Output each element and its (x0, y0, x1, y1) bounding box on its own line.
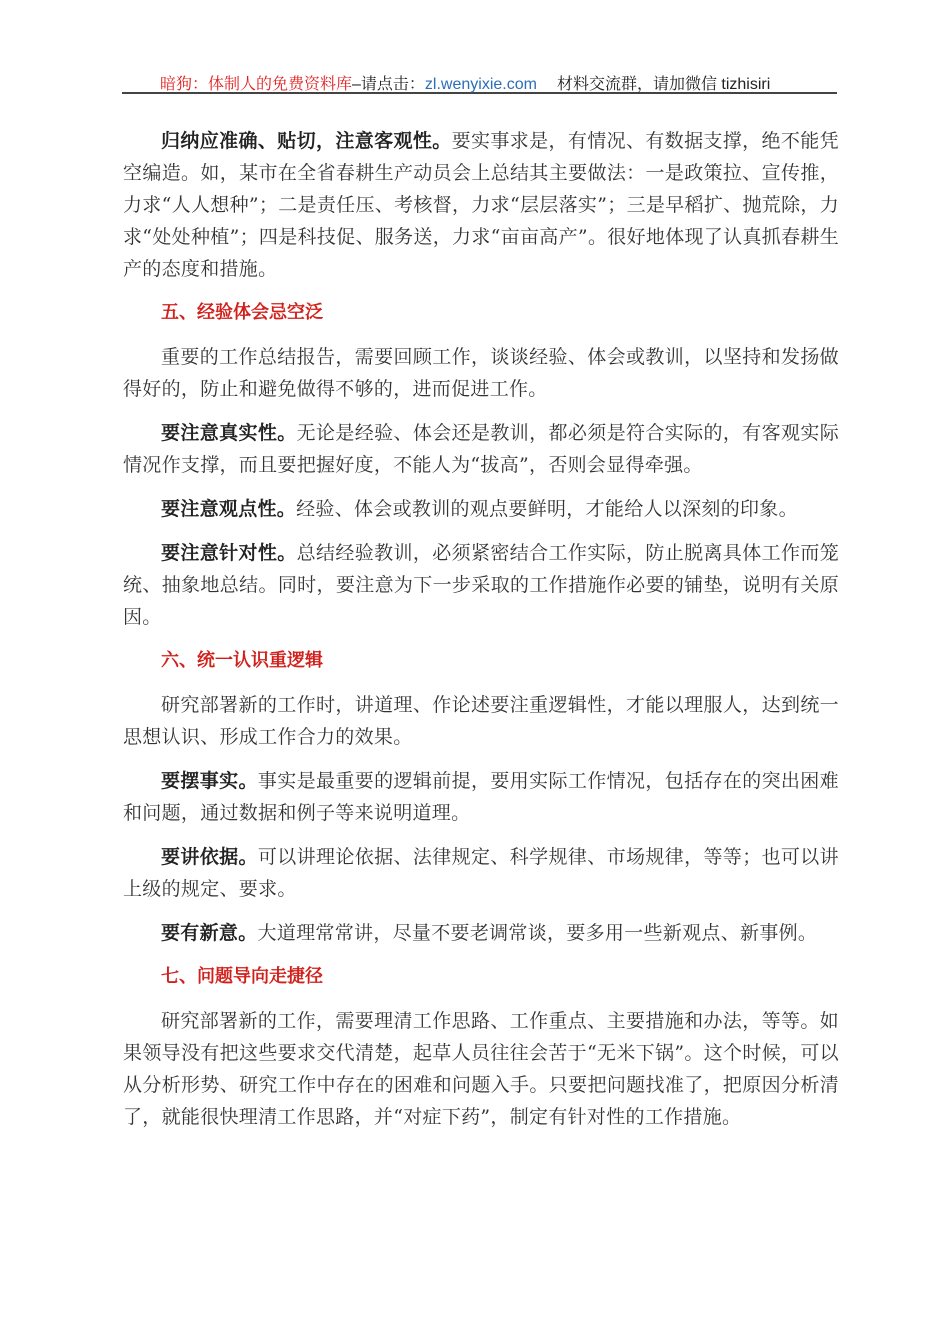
section-heading-6: 六、统一认识重逻辑 (161, 650, 323, 671)
paragraph: 研究部署新的工作，需要理清工作思路、工作重点、主要措施和办法，等等。如果领导没有把这些要求交代清楚，起草人员往往会苦于“无米下锅”。这个时候，可以从分析形势、研究工作中存在的困难和问题入手。只要把问题找准了，把原因分析清了，就能很快理清工作思路，并“对症下药”，制定有针对性的工作措施。 (123, 1010, 839, 1128)
click-prompt: –请点击： (352, 76, 425, 93)
paragraph-lead: 要注意针对性。 (161, 542, 297, 564)
section-heading-7: 七、问题导向走捷径 (161, 966, 323, 987)
paragraph-text: 可以讲理论依据、法律规定、科学规律、市场规律，等等；也可以讲上级的规定、要求。 (123, 846, 839, 900)
paragraph (123, 841, 839, 905)
paragraph-text: 无论是经验、体会还是教训，都必须是符合实际的，有客观实际情况作支撑，而且要把握好度，不能人为“拔高”，否则会显得牵强。 (123, 422, 839, 476)
site-link[interactable]: zl.wenyixie.com (424, 76, 537, 93)
paragraph-lead: 归纳应准确、贴切，注意客观性。 (161, 130, 452, 152)
paragraph-text: 经验、体会或教训的观点要鲜明，才能给人以深刻的印象。 (296, 498, 798, 520)
paragraph-lead: 要讲依据。 (161, 846, 258, 868)
site-name: 暗狗：体制人的免费资料库 (160, 76, 353, 93)
page-header (122, 68, 837, 94)
paragraph-lead: 要摆事实。 (161, 770, 258, 792)
document-body (123, 125, 839, 1145)
paragraph (123, 765, 839, 829)
paragraph-lead: 要有新意。 (161, 922, 258, 944)
paragraph-text: 总结经验教训，必须紧密结合工作实际，防止脱离具体工作而笼统、抽象地总结。同时，要注意为下一步采取的工作措施作必要的铺垫，说明有关原因。 (123, 542, 839, 628)
paragraph (123, 917, 839, 949)
paragraph (123, 493, 839, 525)
group-info: 材料交流群，请加微信 tizhisiri (556, 76, 771, 93)
paragraph (123, 125, 839, 285)
paragraph-lead: 要注意真实性。 (161, 422, 297, 444)
paragraph (123, 537, 839, 633)
section-heading-5: 五、经验体会忌空泛 (161, 302, 323, 323)
paragraph: 研究部署新的工作时，讲道理、作论述要注重逻辑性，才能以理服人，达到统一思想认识、形成工作合力的效果。 (123, 694, 839, 748)
paragraph-text: 事实是最重要的逻辑前提，要用实际工作情况，包括存在的突出困难和问题，通过数据和例子等来说明道理。 (123, 770, 839, 824)
paragraph-text: 大道理常常讲，尽量不要老调常谈，要多用一些新观点、新事例。 (257, 922, 818, 944)
paragraph (123, 417, 839, 481)
paragraph-lead: 要注意观点性。 (161, 498, 297, 520)
paragraph-text: 要实事求是，有情况、有数据支撑，绝不能凭空编造。如，某市在全省春耕生产动员会上总结其主要做法：一是政策拉、宣传推，力求“人人想种”；二是责任压、考核督，力求“层层落实”；三是早稻扩、抛荒除，力求“处处种植”；四是科技促、服务送，力求“亩亩高产”。很好地体现了认真抓春耕生产的态度和措施。 (123, 130, 839, 280)
paragraph: 重要的工作总结报告，需要回顾工作，谈谈经验、体会或教训，以坚持和发扬做得好的，防止和避免做得不够的，进而促进工作。 (123, 346, 839, 400)
